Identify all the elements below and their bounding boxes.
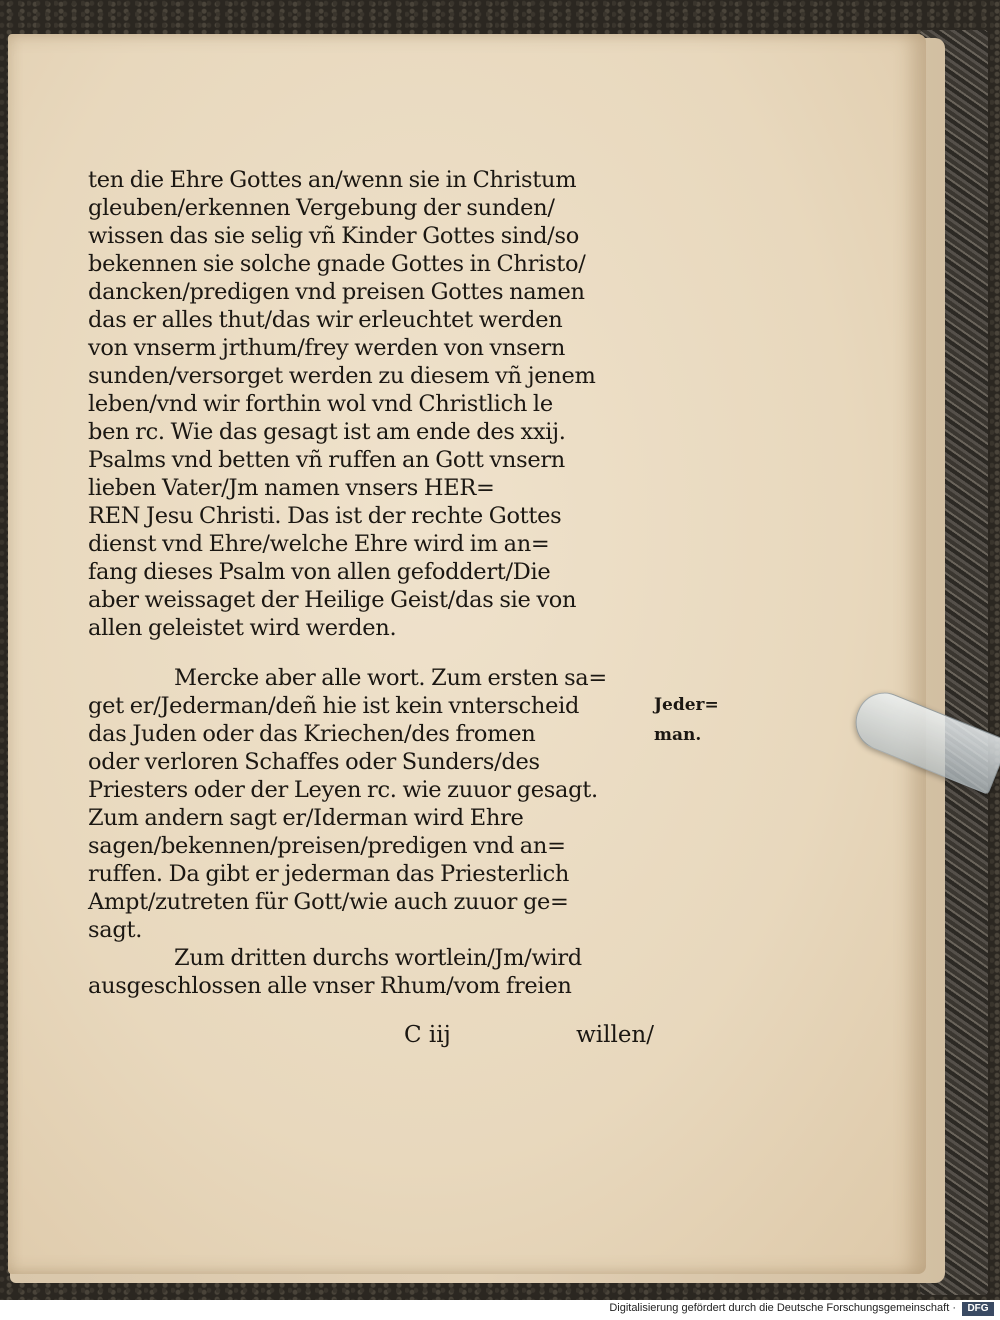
page-text	[88, 166, 648, 1000]
text-line: oder verloren Schaffes oder Sunders/des	[88, 749, 540, 775]
text-line: leben/vnd wir forthin wol vnd Christlich le	[88, 391, 553, 417]
text-line: gleuben/erkennen Vergebung der sunden/	[88, 195, 555, 221]
text-line: bekennen sie solche gnade Gottes in Christo/	[88, 251, 586, 277]
text-line: Ampt/zutreten für Gott/wie auch zuuor ge=	[88, 889, 569, 915]
text-line: Zum dritten durchs wortlein/Jm/wird	[174, 945, 582, 971]
text-line: von vnserm jrthum/frey werden von vnsern	[88, 335, 566, 361]
text-line: Priesters oder der Leyen rc. wie zuuor gesagt.	[88, 777, 598, 803]
text-line: wissen das sie selig vñ Kinder Gottes sind/so	[88, 223, 579, 249]
signature-mark: C iij	[404, 1022, 451, 1048]
text-line: allen geleistet wird werden.	[88, 615, 397, 641]
text-line: ten die Ehre Gottes an/wenn sie in Christum	[88, 167, 577, 193]
marginal-note	[654, 690, 720, 750]
text-line: fang dieses Psalm von allen gefoddert/Die	[88, 559, 551, 585]
text-line: sagt.	[88, 917, 143, 943]
text-line: Mercke aber alle wort. Zum ersten sa=	[174, 665, 607, 691]
footer-credit: Digitalisierung gefördert durch die Deutsche Forschungsgemeinschaft ·	[609, 1302, 956, 1314]
text-line: sagen/bekennen/preisen/predigen vnd an=	[88, 833, 566, 859]
text-line: lieben Vater/Jm namen vnsers HER=	[88, 475, 495, 501]
marginal-note-line: man.	[654, 725, 702, 745]
text-line: ruffen. Da gibt er jederman das Priesterlich	[88, 861, 570, 887]
text-line: aber weissaget der Heilige Geist/das sie von	[88, 587, 577, 613]
text-line: sunden/versorget werden zu diesem vñ jenem	[88, 363, 596, 389]
text-line: Psalms vnd betten vñ ruffen an Gott vnsern	[88, 447, 565, 473]
text-line: das Juden oder das Kriechen/des fromen	[88, 721, 536, 747]
text-line: Zum andern sagt er/Iderman wird Ehre	[88, 805, 524, 831]
dfg-logo: DFG	[962, 1302, 994, 1316]
page-foot	[404, 1022, 654, 1052]
text-line: ausgeschlossen alle vnser Rhum/vom freien	[88, 973, 572, 999]
text-line: dienst vnd Ehre/welche Ehre wird im an=	[88, 531, 550, 557]
text-line: get er/Jederman/deñ hie ist kein vnterscheid	[88, 693, 580, 719]
text-line: ben rc. Wie das gesagt ist am ende des xxij.	[88, 419, 566, 445]
text-line: dancken/predigen vnd preisen Gottes namen	[88, 279, 585, 305]
marginal-note-line: Jeder=	[654, 695, 719, 715]
text-line: REN Jesu Christi. Das ist der rechte Gottes	[88, 503, 562, 529]
text-line: das er alles thut/das wir erleuchtet werden	[88, 307, 563, 333]
catchword: willen/	[576, 1022, 654, 1048]
